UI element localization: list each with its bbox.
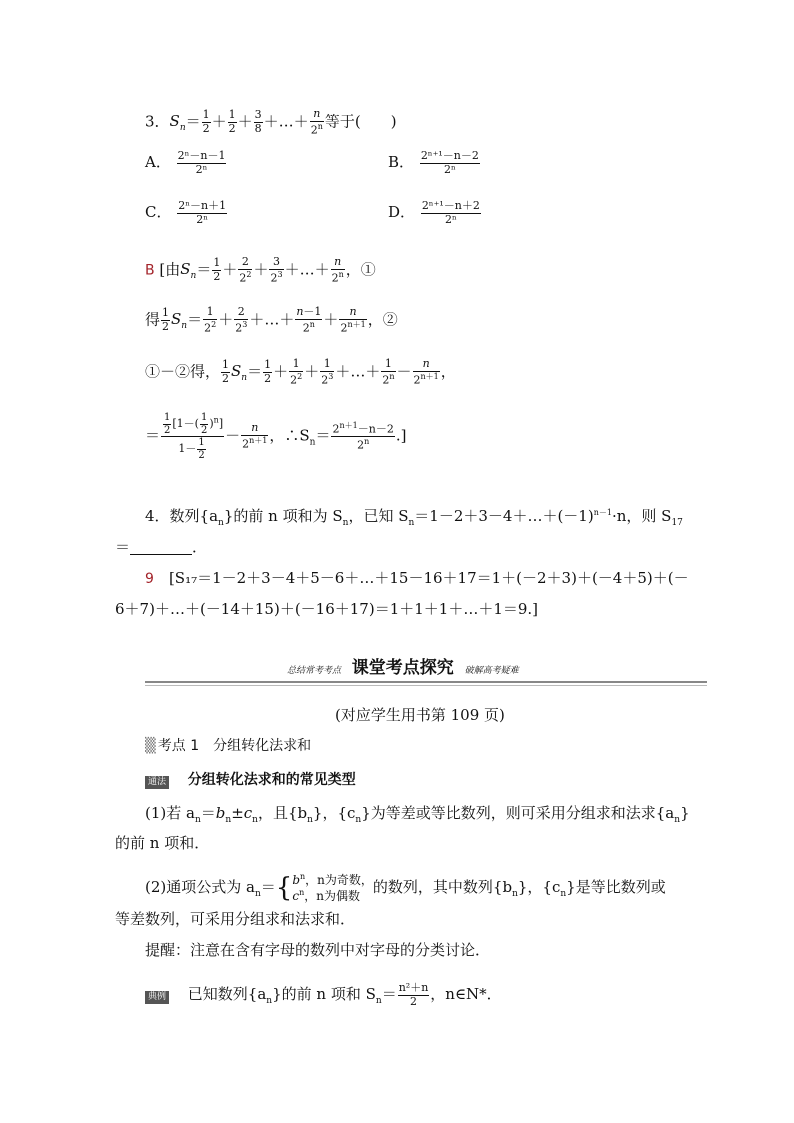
answer-blank[interactable] (130, 542, 192, 555)
q3-stem: 3．$S_n=$ $\frac{1}{2}$ ＋ $\frac{1}{2}$ ＋ $\frac{3}{8}$ ＋…＋ $\frac{n}{2^n}$ 等于( ) (145, 107, 397, 137)
answer-value: 9 (145, 571, 154, 587)
q4-solution-line2: 6＋7)＋…＋(－14＋15)＋(－16＋17)＝1＋1＋1＋…＋1＝9.] (115, 600, 539, 618)
remark: 提醒：注意在含有字母的数列中对字母的分类讨论． (145, 941, 491, 959)
q3-solution-line4: ＝ $\frac{1}{2}$ [1－( $\frac{1}{2}$ )$^n$] 1－ $\frac{1}{2}$ － $\frac{n}{2^{n+1}}$ ，$\therefore S_n=$ $\frac{2^{n+1}-n-2}{2^n}$ .] (145, 412, 407, 461)
banner-rule-bottom (145, 685, 707, 686)
banner-rule-top (145, 681, 707, 683)
q4-blank-line: ＝ ． (115, 538, 208, 556)
q4-stem: 4．数列$\{a_n\}$的前 n 项和为 $S_n$，已知 $S_n=1-2+3-4+\dots+(-1)^{n-1}\cdot n$，则 $S_{17}$ (145, 507, 683, 528)
example-row: 典例 已知数列$\{a_n\}$的前 n 项和 $S_n=$ $\frac{\text{n²＋n}}{2}$ ，n∈N*． (145, 982, 502, 1008)
option-b[interactable]: B． $\frac{\text{2ⁿ⁺¹－n－2}}{\text{2ⁿ}}$ (388, 149, 479, 176)
method-tag: 通法 (145, 776, 169, 789)
q3-solution-line1: B [由$S_n=$ $\frac{1}{2}$ ＋ $\frac{2}{2^2}$ ＋ $\frac{3}{2^3}$ ＋…＋ $\frac{n}{2^n}$ ，① (145, 255, 376, 285)
method-row (145, 772, 356, 789)
option-a[interactable]: A． $\frac{\text{2ⁿ－n－1}}{\text{2ⁿ}}$ (145, 149, 226, 176)
page-ref: (对应学生用书第 109 页) (335, 706, 505, 724)
item2: (2)通项公式为 $a_n=$ { $b^n$，n为奇数， $c^n$，n为偶数 的数列，其中数列$\{b_n\}$，$\{c_n\}$是等比数列或 (145, 872, 666, 904)
answer-letter: B (145, 262, 155, 279)
frac: $\frac{1}{2}$ (202, 108, 210, 135)
item1: (1)若 $a_n=b_n\pm c_n$，且$\{b_n\}$，$\{c_n\}$为等差或等比数列，则可采用分组求和法求$\{a_n\}$ (145, 804, 690, 825)
option-c[interactable]: C． $\frac{\text{2ⁿ－n＋1}}{\text{2ⁿ}}$ (145, 199, 227, 226)
point-heading: ▒ 考点 1 分组转化法求和 (145, 738, 312, 754)
item1-line2: 的前 n 项和． (115, 834, 210, 852)
banner: 总结常考考点 课堂考点探究 破解高考疑难 (287, 658, 519, 678)
example-tag: 典例 (145, 991, 169, 1004)
q4-solution-line1: 9 [S₁₇＝1－2＋3－4＋5－6＋…＋15－16＋17＝1＋(－2＋3)＋(－4＋5)＋(－ (145, 569, 689, 587)
banner-title: 课堂考点探究 (351, 658, 454, 678)
q3-solution-line3: ①－②得， $\frac{1}{2}$ $S_n=$ $\frac{1}{2}$ ＋ $\frac{1}{2^2}$ ＋ $\frac{1}{2^3}$ ＋…＋ $\frac{1}{2^n}$ － $\frac{n}{2^{n+1}}$ ， (145, 357, 456, 387)
option-d[interactable]: D． $\frac{\text{2ⁿ⁺¹－n＋2}}{\text{2ⁿ}}$ (388, 199, 480, 226)
item2-line2: 等差数列，可采用分组求和法求和． (115, 910, 356, 928)
q3-solution-line2: 得 $\frac{1}{2}$ $S_n=$ $\frac{1}{2^2}$ ＋ $\frac{2}{2^3}$ ＋…＋ $\frac{n-1}{2^n}$ ＋ $\frac{n}{2^{n+1}}$ ，② (145, 305, 398, 335)
method-title: 分组转化法求和的常见类型 (187, 772, 356, 788)
